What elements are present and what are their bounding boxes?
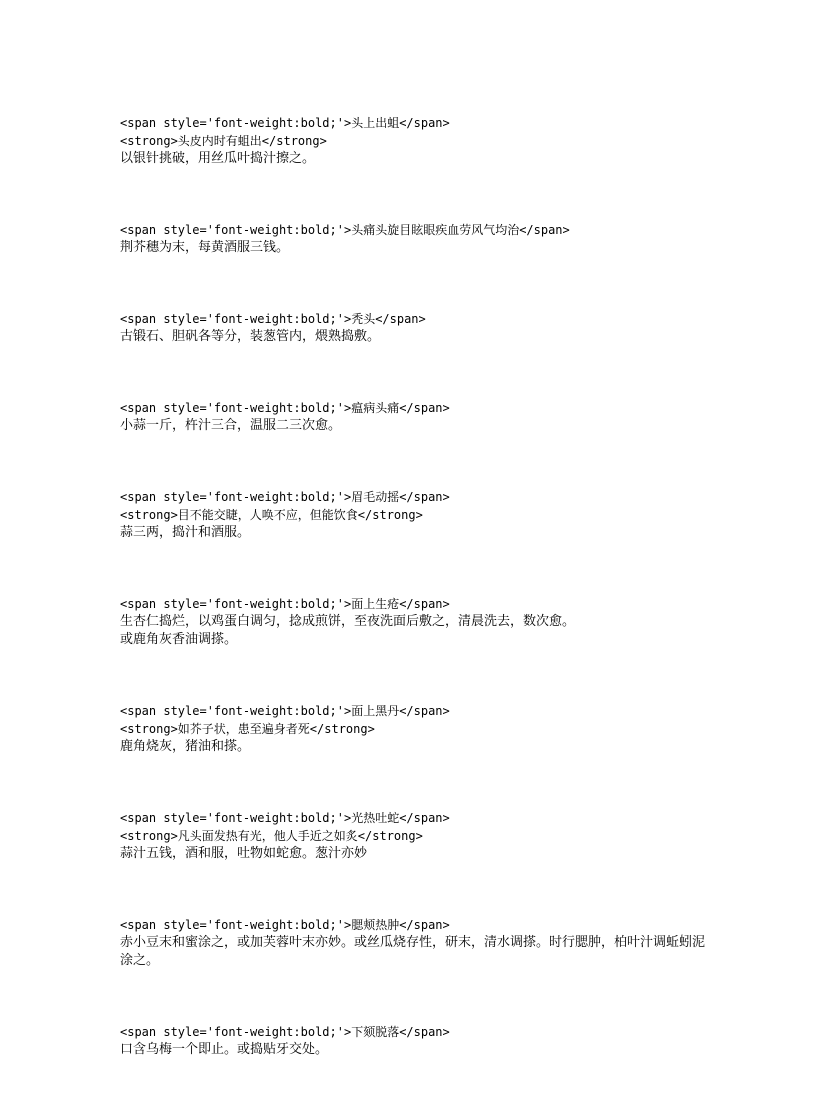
entry-headache-dizziness (120, 221, 710, 257)
entry-heading: <span style='font-weight:bold;'>腮颊热肿</span> (120, 918, 450, 932)
entry-heading: <span style='font-weight:bold;'>头上出蛆</span> (120, 116, 450, 130)
entry-text: 荆芥穗为末，每黄酒服三钱。 (120, 240, 290, 255)
entry-heading: <span style='font-weight:bold;'>瘟病头痛</span> (120, 401, 450, 415)
entry-subheading: <strong>凡头面发热有光，他人手近之如炙</strong> (120, 829, 423, 843)
entry-subheading: <strong>目不能交睫，人唤不应，但能饮食</strong> (120, 508, 423, 522)
entry-subheading: <strong>如芥子状，患至遍身者死</strong> (120, 722, 375, 736)
entry-text: 蒜汁五钱，酒和服，吐物如蛇愈。葱汁亦妙 (120, 846, 368, 861)
entry-glowing-heat (120, 809, 710, 863)
entry-text: 口含乌梅一个即止。或捣贴牙交处。 (120, 1042, 329, 1057)
entry-subheading: <strong>头皮内时有蛆出</strong> (120, 134, 327, 148)
entry-facial-black-rash (120, 702, 710, 756)
entry-text: 生杏仁捣烂，以鸡蛋白调匀，捻成煎饼，至夜洗面后敷之，清晨洗去，数次愈。 (120, 614, 576, 629)
entry-text: 鹿角烧灰，猪油和搽。 (120, 739, 251, 754)
entry-eyebrow-twitching (120, 488, 710, 542)
entry-facial-sores (120, 595, 710, 649)
entry-heading: <span style='font-weight:bold;'>光热吐蛇</span> (120, 811, 450, 825)
entry-text: 小蒜一斤，杵汁三合，温服二三次愈。 (120, 418, 342, 433)
entry-head-maggots (120, 114, 710, 168)
entry-heading: <span style='font-weight:bold;'>面上黑丹</span> (120, 704, 450, 718)
entry-text: 古锻石、胆矾各等分，装葱管内，煨熟捣敷。 (120, 329, 381, 344)
entry-epidemic-headache (120, 399, 710, 435)
entry-text: 以银针挑破，用丝瓜叶捣汁擦之。 (120, 151, 316, 166)
entry-heading: <span style='font-weight:bold;'>秃头</span> (120, 312, 426, 326)
document-body (120, 114, 710, 1112)
entry-heading: <span style='font-weight:bold;'>下颏脱落</span> (120, 1025, 450, 1039)
entry-baldness (120, 310, 710, 346)
entry-text: 蒜三两，捣汁和酒服。 (120, 525, 251, 540)
entry-text: 或鹿角灰香油调搽。 (120, 632, 238, 647)
entry-cheek-swelling (120, 916, 710, 970)
entry-heading: <span style='font-weight:bold;'>眉毛动摇</span> (120, 490, 450, 504)
entry-text: 赤小豆末和蜜涂之，或加芙蓉叶末亦妙。或丝瓜烧存性，研末，清水调搽。时行腮肿，柏叶汁调蚯蚓泥涂之。 (120, 935, 706, 968)
entry-jaw-dislocation (120, 1023, 710, 1059)
entry-heading: <span style='font-weight:bold;'>面上生疮</span> (120, 597, 450, 611)
entry-heading: <span style='font-weight:bold;'>头痛头旋目眩眼疾血劳风气均治</span> (120, 223, 570, 237)
